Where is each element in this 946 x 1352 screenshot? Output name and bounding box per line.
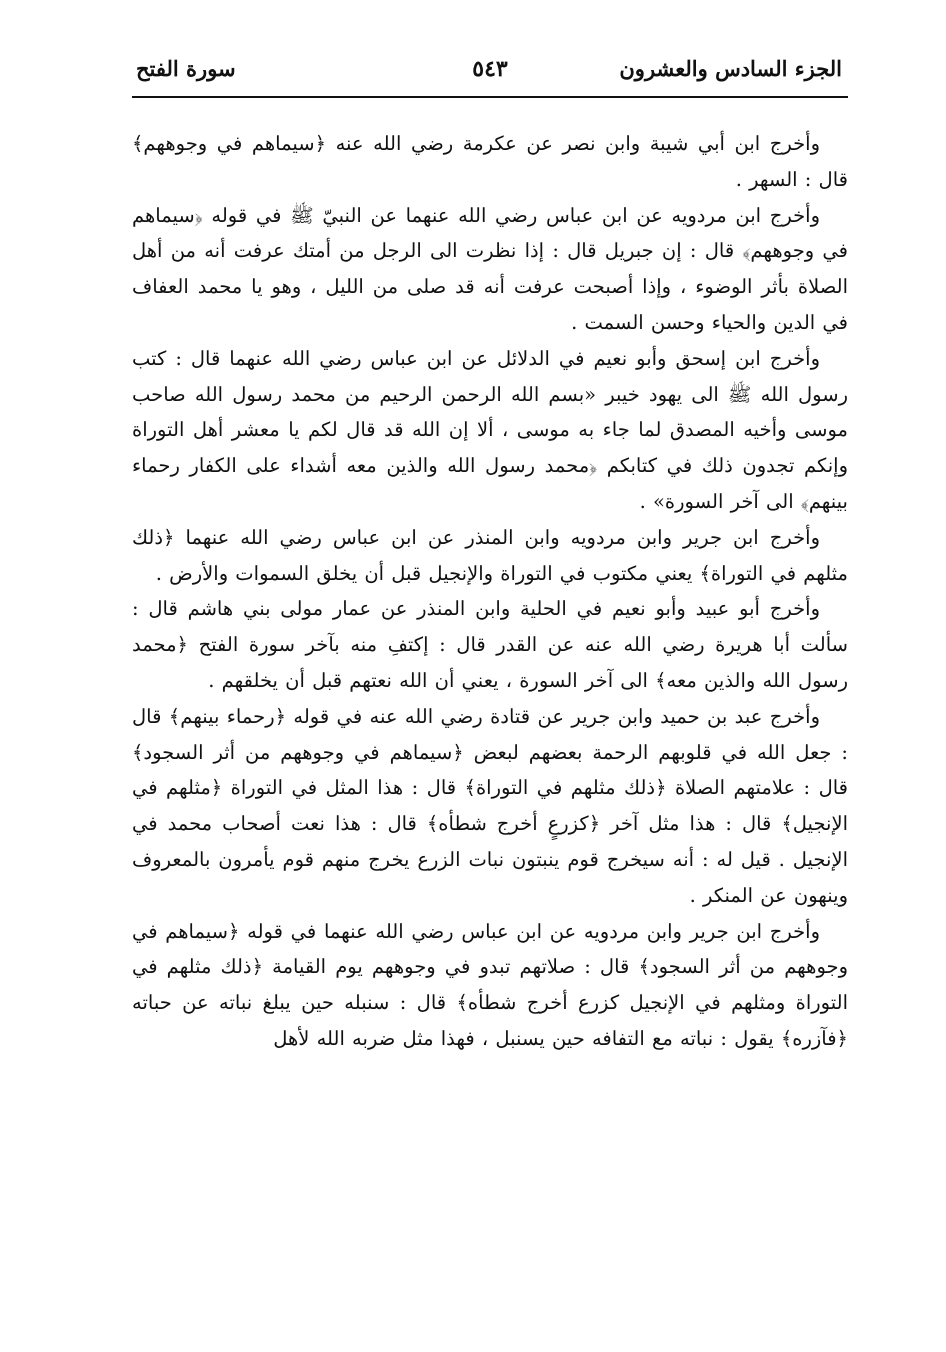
paragraph: وأخرج ابن إسحق وأبو نعيم في الدلائل عن ابن عباس رضي الله عنهما قال : كتب رسول الله ﷺ الى يهود خيبر «بسم الله الرحمن الرحيم من محمد رسول الله صاحب موسى وأخيه المصدق لما جاء به موسى ، ألا إن الله قد قال لكم يا معشر أهل التوراة وإنكم تجدون ذلك في كتابكم ﴿محمد رسول الله والذين معه أشداء على الكفار رحماء بينهم﴾ الى آخر السورة» . bbox=[132, 346, 848, 513]
surah-title: سورة الفتح bbox=[136, 56, 236, 81]
paragraph: وأخرج ابن جرير وابن مردويه عن ابن عباس رضي الله عنهما في قوله ﴿سيماهم في وجوههم من أثر السجود﴾ قال : صلاتهم تبدو في وجوههم يوم القيامة ﴿ذلك مثلهم في التوراة ومثلهم في الإنجيل كزرع أخرج شطأه﴾ قال : سنبله حين يبلغ نباته عن حباته ﴿فآزره﴾ يقول : نباته مع التفافه حين يسنبل ، فهذا مثل ضربه الله لأهل bbox=[132, 919, 848, 1050]
page-number: ٥٤٣ bbox=[472, 56, 508, 82]
book-page bbox=[132, 52, 848, 1292]
part-title: الجزء السادس والعشرون bbox=[619, 56, 842, 81]
paragraph: وأخرج أبو عبيد وأبو نعيم في الحلية وابن المنذر عن عمار مولى بني هاشم قال : سألت أبا هريرة رضي الله عنه عن القدر قال : إكتفِ منه بآخر سورة الفتح ﴿محمد رسول الله والذين معه﴾ الى آخر السورة ، يعني أن الله نعتهم قبل أن يخلقهم . bbox=[132, 597, 848, 692]
paragraph: وأخرج عبد بن حميد وابن جرير عن قتادة رضي الله عنه في قوله ﴿رحماء بينهم﴾ قال : جعل الله في قلوبهم الرحمة بعضهم لبعض ﴿سيماهم في وجوههم من أثر السجود﴾ قال : علامتهم الصلاة ﴿ذلك مثلهم في التوراة﴾ قال : هذا المثل في التوراة ﴿مثلهم في الإنجيل﴾ قال : هذا مثل آخر ﴿كزرعٍ أخرج شطأه﴾ قال : هذا نعت أصحاب محمد في الإنجيل . قيل له : أنه سيخرج قوم ينبتون نبات الزرع يخرج منهم قوم يأمرون بالمعروف وينهون عن المنكر . bbox=[132, 704, 848, 907]
page-header bbox=[132, 52, 848, 98]
paragraph: وأخرج ابن جرير وابن مردويه وابن المنذر عن ابن عباس رضي الله عنهما ﴿ذلك مثلهم في التوراة﴾ يعني مكتوب في التوراة والإنجيل قبل أن يخلق السموات والأرض . bbox=[132, 525, 848, 585]
paragraph: وأخرج ابن أبي شيبة وابن نصر عن عكرمة رضي الله عنه ﴿سيماهم في وجوههم﴾ قال : السهر . bbox=[132, 132, 848, 191]
page-body bbox=[132, 126, 848, 1057]
paragraph: وأخرج ابن مردويه عن ابن عباس رضي الله عنهما عن النبيّ ﷺ في قوله ﴿سيماهم في وجوههم﴾ قال : إن جبريل قال : إذا نظرت الى الرجل من أمتك عرفت أنه من أهل الصلاة بأثر الوضوء ، وإذا أصبحت عرفت أنه قد صلى من الليل ، وهو يا محمد العفاف في الدين والحياء وحسن السمت . bbox=[132, 203, 848, 334]
